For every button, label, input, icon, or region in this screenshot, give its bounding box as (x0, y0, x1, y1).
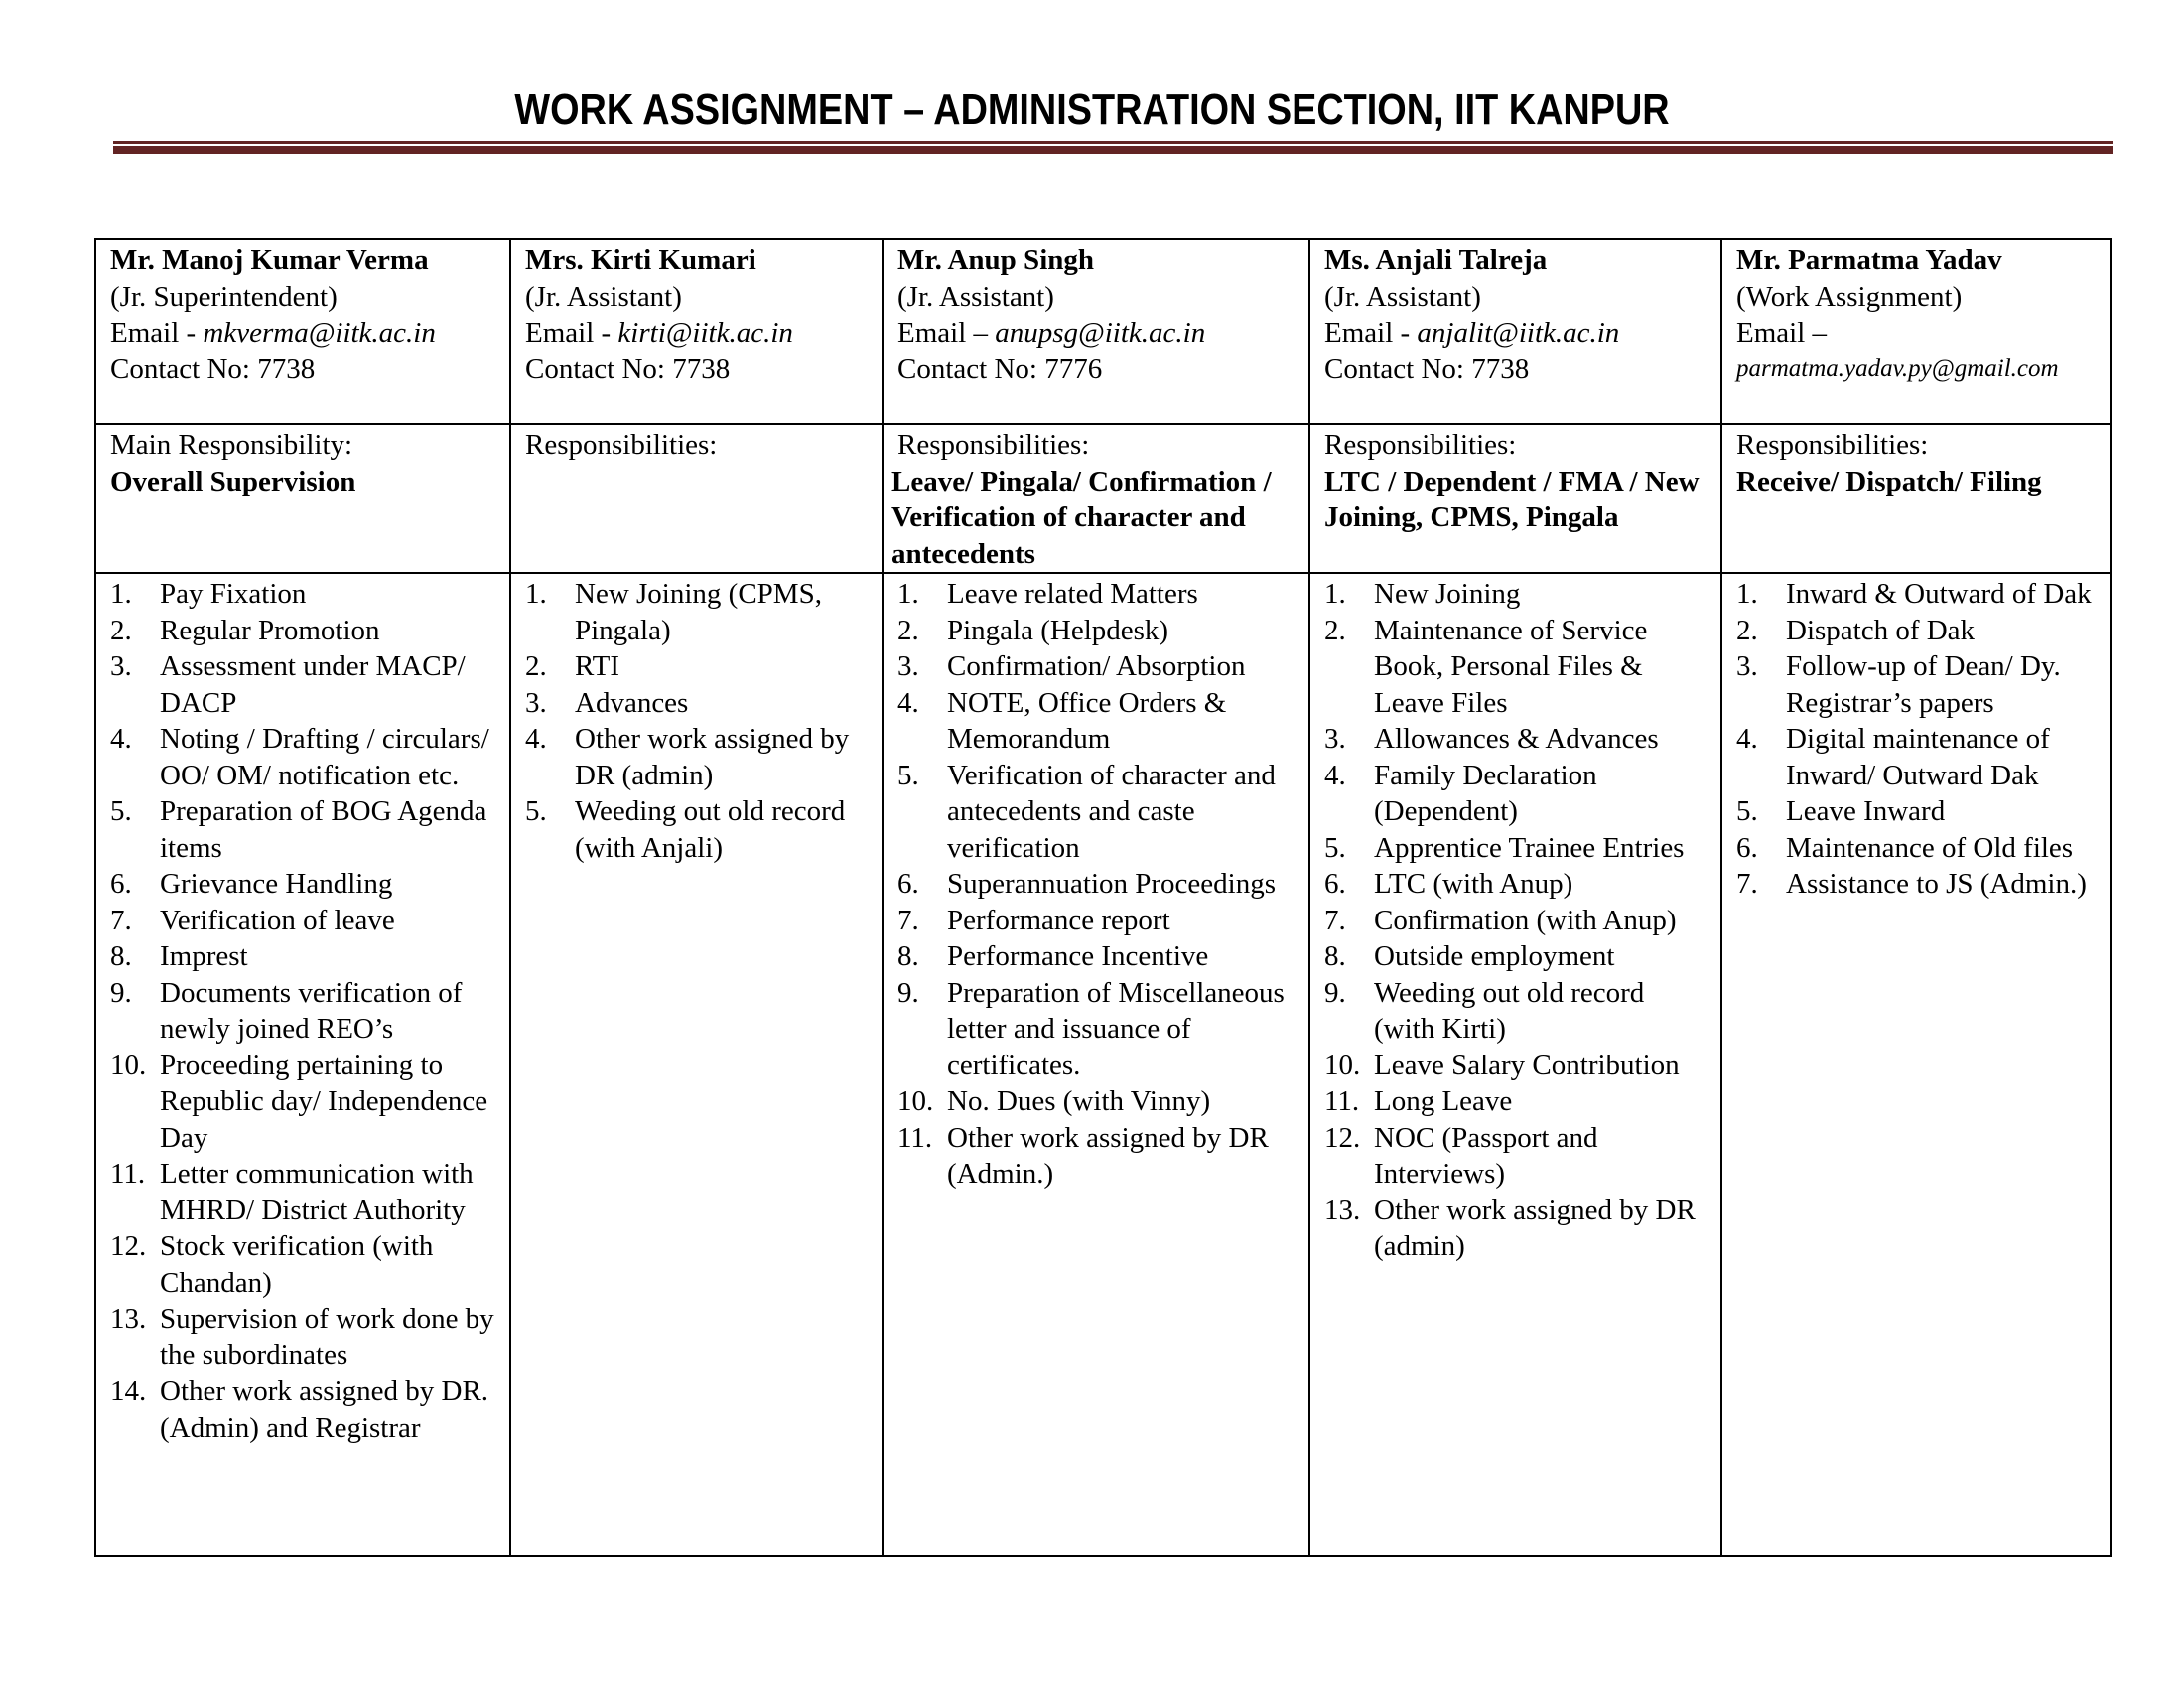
task-item (1324, 938, 1706, 975)
staff-contact: Contact No: 7776 (897, 352, 1103, 385)
task-item (110, 1301, 495, 1373)
task-text: Regular Promotion (160, 614, 380, 646)
task-text: Family Declaration (Dependent) (1374, 759, 1597, 827)
task-item (1324, 613, 1706, 722)
task-item (897, 576, 1295, 613)
task-text: Other work assigned by DR (admin) (1374, 1194, 1696, 1262)
task-text: Apprentice Trainee Entries (1374, 831, 1685, 864)
task-text: Performance report (947, 904, 1170, 936)
task-text: Proceeding pertaining to Republic day/ Independence Day (160, 1049, 488, 1154)
task-number: 4. (897, 686, 919, 719)
task-number: 1. (897, 578, 919, 610)
task-number: 2. (110, 614, 132, 646)
document-title: WORK ASSIGNMENT – ADMINISTRATION SECTION, IIT KANPUR (514, 85, 1670, 134)
staff-contact: Contact No: 7738 (1324, 352, 1530, 385)
task-text: Letter communication with MHRD/ District Authority (160, 1158, 474, 1226)
task-number: 7. (1324, 904, 1346, 936)
task-text: Other work assigned by DR (Admin.) (947, 1121, 1269, 1190)
staff-info-row (95, 239, 2111, 424)
task-text: Assistance to JS (Admin.) (1786, 868, 2087, 900)
task-number: 5. (1324, 831, 1346, 864)
task-list-cell (883, 573, 1309, 1556)
task-text: Verification of character and antecedents and caste verification (947, 759, 1276, 864)
task-number: 7. (1736, 868, 1758, 900)
task-item (897, 685, 1295, 758)
staff-email: anupsg@iitk.ac.in (995, 317, 1206, 349)
email-label: Email - (110, 317, 204, 349)
responsibility-cell (883, 424, 1309, 573)
task-item (897, 613, 1295, 649)
responsibility-summary: LTC / Dependent / FMA / New Joining, CPMS, Pingala (1324, 465, 1700, 533)
task-text: Grievance Handling (160, 868, 393, 900)
responsibility-summary: Overall Supervision (110, 465, 356, 497)
task-text: Leave Salary Contribution (1374, 1049, 1680, 1081)
responsibility-summary: Leave/ Pingala/ Confirmation / Verification of character and antecedents (891, 465, 1272, 570)
staff-contact: Contact No: 7738 (110, 352, 316, 385)
staff-info-cell (95, 239, 510, 424)
task-item (1736, 613, 2096, 649)
responsibility-cell (1309, 424, 1721, 573)
responsibility-label: Responsibilities: (525, 429, 718, 461)
staff-info-cell (1309, 239, 1721, 424)
task-list-cell (95, 573, 510, 1556)
task-number: 11. (897, 1121, 933, 1154)
task-text: Pay Fixation (160, 578, 307, 610)
responsibility-cell (95, 424, 510, 573)
email-label: Email - (1324, 317, 1418, 349)
task-item (1736, 793, 2096, 830)
task-text: Other work assigned by DR. (Admin) and Registrar (160, 1375, 489, 1444)
task-number: 6. (897, 868, 919, 900)
task-number: 9. (110, 976, 132, 1009)
task-number: 10. (110, 1049, 147, 1081)
task-text: Preparation of BOG Agenda items (160, 795, 487, 864)
staff-email: anjalit@iitk.ac.in (1417, 317, 1620, 349)
staff-email-line (110, 315, 495, 352)
staff-name: Mr. Parmatma Yadav (1736, 244, 2002, 276)
responsibility-row (95, 424, 2111, 573)
task-item (897, 975, 1295, 1084)
staff-designation: (Jr. Superintendent) (110, 280, 338, 313)
title-rule-thick (113, 146, 2113, 154)
task-item (1324, 866, 1706, 903)
task-number: 10. (897, 1085, 934, 1117)
staff-contact: Contact No: 7738 (525, 352, 731, 385)
task-item (110, 648, 495, 721)
task-item (1324, 903, 1706, 939)
task-text: Stock verification (with Chandan) (160, 1230, 434, 1299)
task-item (525, 576, 868, 648)
task-text: Follow-up of Dean/ Dy. Registrar’s papers (1786, 650, 2061, 719)
task-number: 6. (110, 868, 132, 900)
task-item (1324, 1048, 1706, 1084)
task-item (1324, 576, 1706, 613)
task-text: NOC (Passport and Interviews) (1374, 1121, 1598, 1190)
task-item (1324, 721, 1706, 758)
task-text: Leave Inward (1786, 795, 1946, 827)
task-number: 3. (110, 650, 132, 682)
email-label: Email - (525, 317, 618, 349)
task-number: 8. (110, 940, 132, 972)
task-text: Outside employment (1374, 940, 1615, 972)
task-text: Superannuation Proceedings (947, 868, 1277, 900)
task-number: 2. (897, 614, 919, 646)
task-number: 9. (1324, 976, 1346, 1009)
task-text: Long Leave (1374, 1085, 1513, 1117)
task-item (1736, 866, 2096, 903)
email-label: Email – (1736, 317, 1828, 349)
staff-info-cell (510, 239, 883, 424)
responsibility-label: Responsibilities: (897, 429, 1090, 461)
task-text: Allowances & Advances (1374, 723, 1659, 755)
task-item (110, 866, 495, 903)
task-text: Maintenance of Old files (1786, 831, 2074, 864)
task-item (897, 758, 1295, 867)
task-text: Other work assigned by DR (admin) (575, 723, 850, 791)
staff-email-line (1324, 315, 1706, 352)
staff-name: Mrs. Kirti Kumari (525, 244, 756, 276)
task-text: New Joining (CPMS, Pingala) (575, 578, 822, 646)
task-text: Maintenance of Service Book, Personal Files & Leave Files (1374, 614, 1648, 719)
task-text: Confirmation/ Absorption (947, 650, 1246, 682)
task-item (897, 938, 1295, 975)
task-list-cell (510, 573, 883, 1556)
task-text: Weeding out old record (with Kirti) (1374, 976, 1645, 1045)
task-text: Performance Incentive (947, 940, 1209, 972)
task-item (1324, 830, 1706, 867)
task-item (110, 576, 495, 613)
task-item (110, 1228, 495, 1301)
task-item (525, 793, 868, 866)
task-list-cell (1309, 573, 1721, 1556)
task-item (897, 866, 1295, 903)
task-number: 4. (110, 723, 132, 755)
staff-name: Mr. Manoj Kumar Verma (110, 244, 429, 276)
staff-designation: (Work Assignment) (1736, 280, 1963, 313)
task-number: 5. (110, 795, 132, 827)
staff-name: Ms. Anjali Talreja (1324, 244, 1548, 276)
task-list (1736, 576, 2096, 903)
task-item (525, 685, 868, 722)
task-item (1736, 576, 2096, 613)
task-item (110, 1373, 495, 1446)
task-text: Inward & Outward of Dak (1786, 578, 2092, 610)
task-number: 9. (897, 976, 919, 1009)
task-text: Noting / Drafting / circulars/ OO/ OM/ notification etc. (160, 723, 489, 791)
task-number: 1. (525, 578, 547, 610)
task-text: Verification of leave (160, 904, 395, 936)
task-text: No. Dues (with Vinny) (947, 1085, 1211, 1117)
task-number: 1. (110, 578, 132, 610)
task-number: 4. (1324, 759, 1346, 791)
staff-designation: (Jr. Assistant) (897, 280, 1054, 313)
task-list (525, 576, 868, 866)
staff-designation: (Jr. Assistant) (1324, 280, 1481, 313)
task-number: 10. (1324, 1049, 1361, 1081)
task-text: Advances (575, 686, 689, 719)
task-item (1736, 648, 2096, 721)
staff-email: mkverma@iitk.ac.in (203, 317, 436, 349)
staff-name: Mr. Anup Singh (897, 244, 1095, 276)
task-text: Supervision of work done by the subordinates (160, 1303, 494, 1371)
task-list (1324, 576, 1706, 1265)
task-list (110, 576, 495, 1446)
task-list-row (95, 573, 2111, 1556)
task-text: Assessment under MACP/ DACP (160, 650, 466, 719)
task-item (110, 903, 495, 939)
task-text: Imprest (160, 940, 248, 972)
title-rule-thin (113, 141, 2113, 144)
task-item (110, 1156, 495, 1228)
task-number: 13. (1324, 1194, 1361, 1226)
task-number: 14. (110, 1375, 147, 1407)
responsibility-label: Responsibilities: (1324, 429, 1517, 461)
staff-email-line (525, 315, 868, 352)
task-text: Preparation of Miscellaneous letter and issuance of certificates. (947, 976, 1285, 1081)
responsibility-cell (1721, 424, 2111, 573)
task-item (1324, 1193, 1706, 1265)
task-item (525, 721, 868, 793)
task-number: 7. (897, 904, 919, 936)
task-number: 8. (897, 940, 919, 972)
task-item (1736, 721, 2096, 793)
staff-info-cell (883, 239, 1309, 424)
task-item (1736, 830, 2096, 867)
task-number: 2. (525, 650, 547, 682)
task-number: 5. (897, 759, 919, 791)
task-number: 3. (1324, 723, 1346, 755)
task-item (897, 648, 1295, 685)
task-item (110, 975, 495, 1048)
task-item (525, 648, 868, 685)
staff-info-cell (1721, 239, 2111, 424)
task-text: New Joining (1374, 578, 1521, 610)
task-text: Confirmation (with Anup) (1374, 904, 1677, 936)
staff-designation: (Jr. Assistant) (525, 280, 682, 313)
task-item (110, 938, 495, 975)
task-number: 5. (525, 795, 547, 827)
task-number: 3. (897, 650, 919, 682)
task-number: 4. (1736, 723, 1758, 755)
task-number: 6. (1324, 868, 1346, 900)
task-item (110, 1048, 495, 1157)
task-list (897, 576, 1295, 1193)
task-number: 7. (110, 904, 132, 936)
task-number: 2. (1736, 614, 1758, 646)
responsibility-summary: Receive/ Dispatch/ Filing (1736, 465, 2042, 497)
task-text: NOTE, Office Orders & Memorandum (947, 686, 1227, 755)
staff-email: kirti@iitk.ac.in (617, 317, 793, 349)
task-item (1324, 758, 1706, 830)
task-number: 3. (1736, 650, 1758, 682)
task-number: 5. (1736, 795, 1758, 827)
task-item (897, 1120, 1295, 1193)
task-text: Pingala (Helpdesk) (947, 614, 1169, 646)
task-number: 3. (525, 686, 547, 719)
task-item (897, 903, 1295, 939)
task-item (1324, 1083, 1706, 1120)
task-list-cell (1721, 573, 2111, 1556)
task-text: LTC (with Anup) (1374, 868, 1573, 900)
task-text: RTI (575, 650, 619, 682)
responsibility-label: Main Responsibility: (110, 429, 353, 461)
staff-email-line (897, 315, 1295, 352)
task-number: 4. (525, 723, 547, 755)
task-item (110, 793, 495, 866)
task-number: 1. (1736, 578, 1758, 610)
task-number: 1. (1324, 578, 1346, 610)
task-number: 12. (110, 1230, 147, 1262)
staff-email: parmatma.yadav.py@gmail.com (1736, 354, 2059, 382)
task-number: 8. (1324, 940, 1346, 972)
responsibility-cell (510, 424, 883, 573)
task-number: 2. (1324, 614, 1346, 646)
task-number: 11. (110, 1158, 146, 1190)
task-item (897, 1083, 1295, 1120)
task-item (110, 613, 495, 649)
task-text: Dispatch of Dak (1786, 614, 1976, 646)
responsibility-label: Responsibilities: (1736, 429, 1929, 461)
task-number: 12. (1324, 1121, 1361, 1154)
task-text: Documents verification of newly joined REO’s (160, 976, 463, 1045)
task-item (1324, 1120, 1706, 1193)
task-number: 11. (1324, 1085, 1360, 1117)
work-assignment-table (94, 238, 2112, 1557)
email-label: Email – (897, 317, 996, 349)
task-text: Digital maintenance of Inward/ Outward Dak (1786, 723, 2050, 791)
task-text: Leave related Matters (947, 578, 1198, 610)
task-text: Weeding out old record (with Anjali) (575, 795, 846, 864)
task-number: 13. (110, 1303, 147, 1335)
task-number: 6. (1736, 831, 1758, 864)
task-item (110, 721, 495, 793)
task-item (1324, 975, 1706, 1048)
